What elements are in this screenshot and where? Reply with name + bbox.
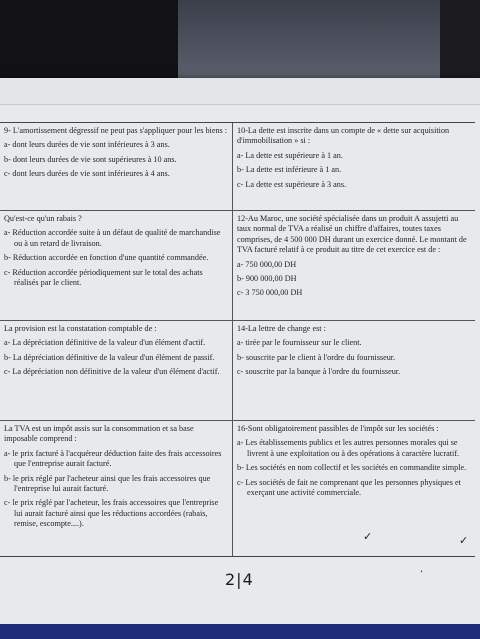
- pen-tick-icon: ’: [420, 570, 423, 580]
- option-b: b- Les sociétés en nom collectif et les sociétés en commandite simple.: [237, 463, 467, 473]
- option-b: b- La dette est inférieure à 1 an.: [237, 165, 342, 175]
- question-cell-15: [0, 421, 233, 556]
- question-cell-11: [0, 211, 233, 320]
- option-a: a- dont leurs durées de vie sont inférieures à 3 ans.: [4, 140, 170, 150]
- question-cell-12: [233, 211, 475, 320]
- option-b: b- le prix réglé par l'acheteur ainsi que les frais accessoires que l'entreprise lui aurait facturé.: [4, 473, 211, 494]
- question-text: La provision est la constatation comptable de :: [4, 324, 157, 333]
- option-c: c- La dépréciation non définitive de la valeur d'un élément d'actif.: [4, 367, 220, 377]
- previous-page-edge: [0, 78, 480, 105]
- pen-check-mark-icon: ✓: [363, 530, 373, 543]
- option-c: c- souscrite par la banque à l'ordre du fournisseur.: [237, 367, 401, 377]
- option-b: b- dont leurs durées de vie sont supérieures à 10 ans.: [4, 154, 177, 164]
- question-cell-16: [233, 421, 475, 556]
- pen-check-mark-icon: ✓: [459, 534, 469, 547]
- option-a: a- le prix facturé à l'acquéreur déduction faite des frais accessoires que l'entreprise aurait facturé.: [4, 448, 222, 469]
- question-grid: [0, 122, 475, 557]
- option-c: c- le prix réglé par l'acheteur, les frais accessoires que l'entreprise lui aurait facturé ainsi que les réductions accordées (rabais, remise, escompte....).: [4, 498, 219, 529]
- blue-surface-bottom: [0, 624, 480, 639]
- option-a: a- Les établissements publics et les autres personnes morales qui se livrent à une exploitation ou à des opérations à caractère lucratif.: [237, 438, 460, 458]
- option-a: a- 750 000,00 DH: [237, 259, 297, 269]
- question-text: 10-La dette est inscrite dans un compte de « dette sur acquisition d'immobilisation » si :: [237, 126, 450, 146]
- question-row: [0, 211, 475, 321]
- question-row: [0, 123, 475, 211]
- option-b: b- Réduction accordée en fonction d'une quantité commandée.: [4, 253, 209, 263]
- option-b: b- souscrite par le client à l'ordre du fournisseur.: [237, 352, 396, 362]
- question-row: [0, 321, 475, 421]
- question-text: 14-La lettre de change est :: [237, 324, 326, 333]
- option-b: b- 900 000,00 DH: [237, 274, 297, 284]
- dark-surface-top-right: [440, 0, 480, 90]
- question-text: Qu'est-ce qu'un rabais ?: [4, 214, 82, 223]
- question-row: [0, 421, 475, 556]
- option-c: c- dont leurs durées de vie sont inférieures à 4 ans.: [4, 169, 170, 179]
- question-cell-13: [0, 321, 233, 420]
- question-cell-10: [233, 123, 475, 210]
- question-cell-14: [233, 321, 475, 420]
- option-c: c- Les sociétés de fait ne comprenant que les personnes physiques et exerçant une activité commerciale.: [237, 477, 461, 498]
- option-c: c- La dette est supérieure à 3 ans.: [237, 179, 347, 189]
- option-a: a- tirée par le fournisseur sur le client.: [237, 338, 362, 348]
- question-text: 16-Sont obligatoirement passibles de l'impôt sur les sociétés :: [237, 424, 439, 433]
- option-a: a- La dépréciation définitive de la valeur d'un élément d'actif.: [4, 338, 206, 348]
- option-a: a- La dette est supérieure à 1 an.: [237, 150, 343, 160]
- option-b: b- La dépréciation définitive de la valeur d'un élément de passif.: [4, 352, 215, 362]
- page-number: 2|4: [225, 570, 254, 589]
- question-text: 12-Au Maroc, une société spécialisée dans un produit A assujetti au taux normal de TVA a réalisé un chiffre d'affaires, toutes taxes comprises, de 4 500 000 DH durant un exercice donné. Le montant de TVA facturé relatif à ce produit au titre de cet exercice est de :: [237, 214, 467, 255]
- question-cell-9: [0, 123, 233, 210]
- question-text: La TVA est un impôt assis sur la consommation et sa base imposable comprend :: [4, 424, 194, 444]
- option-a: a- Réduction accordée suite à un défaut de qualité de marchandise ou à un retard de livraison.: [4, 228, 221, 248]
- option-c: c- 3 750 000,00 DH: [237, 288, 303, 298]
- question-text: 9- L'amortissement dégressif ne peut pas s'appliquer pour les biens :: [4, 126, 228, 135]
- option-c: c- Réduction accordée périodiquement sur le total des achats réalisés par le client.: [4, 267, 203, 288]
- exam-sheet: [0, 78, 480, 624]
- dark-surface-top-left: [0, 0, 178, 84]
